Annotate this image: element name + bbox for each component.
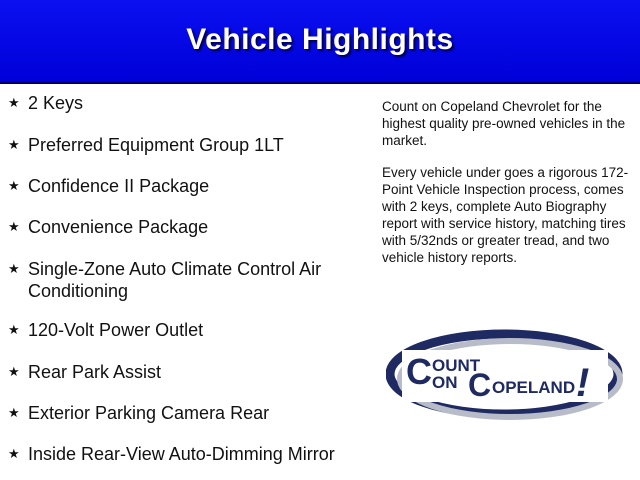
- count-on-copeland-logo: [386, 326, 624, 426]
- star-icon: ★: [8, 219, 20, 234]
- feature-item: [8, 92, 353, 114]
- feature-item: [8, 134, 353, 156]
- feature-item: [8, 361, 353, 383]
- feature-item: [8, 258, 353, 302]
- blurb-paragraph-1: Count on Copeland Chevrolet for the highest quality pre-owned vehicles in the market.: [382, 99, 626, 148]
- feature-item: [8, 402, 353, 424]
- header-banner: [0, 0, 640, 84]
- feature-item: [8, 216, 353, 238]
- star-icon: ★: [8, 364, 20, 379]
- feature-text: Single-Zone Auto Climate Control Air Conditioning: [28, 259, 322, 301]
- star-icon: ★: [8, 178, 20, 193]
- feature-item: [8, 319, 353, 341]
- feature-text: 120-Volt Power Outlet: [28, 320, 204, 340]
- feature-text: Confidence II Package: [28, 176, 210, 196]
- logo-copeland: OPELAND: [492, 378, 576, 397]
- logo-count: OUNT: [432, 356, 481, 375]
- feature-text: Inside Rear-View Auto-Dimming Mirror: [28, 444, 335, 464]
- star-icon: ★: [8, 95, 20, 110]
- logo-c1: C: [406, 351, 432, 392]
- blurb-paragraph-2: Every vehicle under goes a rigorous 172-Point Vehicle Inspection process, comes with 2 keys, complete Auto Biography report with service history, matching tires with 5/32nds or greater tread, and two vehicle history reports.: [382, 165, 629, 265]
- dealer-blurb: [382, 98, 632, 281]
- feature-item: [8, 443, 353, 465]
- feature-text: Convenience Package: [28, 217, 209, 237]
- feature-text: Preferred Equipment Group 1LT: [28, 135, 284, 155]
- star-icon: ★: [8, 261, 20, 276]
- star-icon: ★: [8, 322, 20, 337]
- logo-exclaim: !: [576, 361, 590, 405]
- star-icon: ★: [8, 405, 20, 420]
- feature-text: Rear Park Assist: [28, 362, 162, 382]
- feature-item: [8, 175, 353, 197]
- star-icon: ★: [8, 137, 20, 152]
- feature-text: 2 Keys: [28, 93, 84, 113]
- page-title: Vehicle Highlights: [186, 23, 454, 56]
- feature-text: Exterior Parking Camera Rear: [28, 403, 270, 423]
- logo-c2: C: [468, 367, 492, 403]
- star-icon: ★: [8, 446, 20, 461]
- logo-on: ON: [432, 373, 458, 392]
